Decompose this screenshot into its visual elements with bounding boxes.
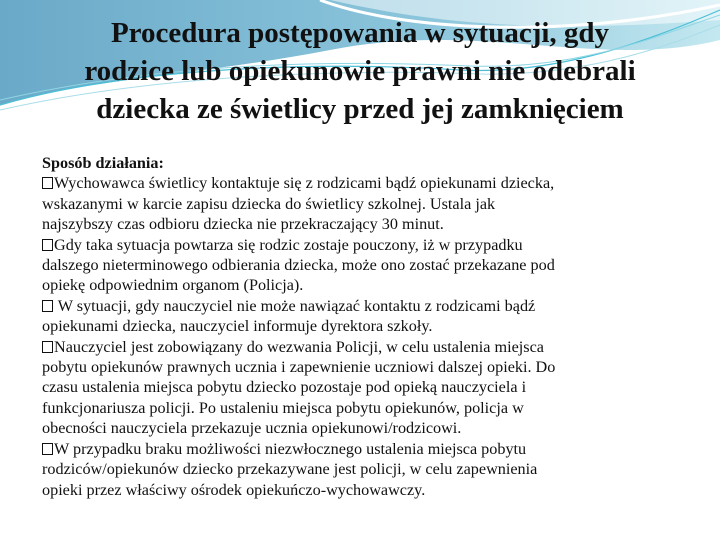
paragraph-line — [42, 357, 712, 377]
paragraph-line — [42, 173, 712, 193]
bullet-box-icon — [42, 239, 53, 251]
bullet-paragraph — [42, 235, 712, 296]
line-text: Wychowawca świetlicy kontaktuje się z rodzicami bądź opiekunami dziecka, — [54, 174, 555, 193]
line-text: W sytuacji, gdy nauczyciel nie może nawiązać kontaktu z rodzicami bądź — [54, 296, 536, 315]
paragraph-line — [42, 235, 712, 255]
paragraph-line — [42, 194, 712, 214]
paragraph-line — [42, 275, 712, 295]
slide-body — [42, 153, 712, 500]
section-heading: Sposób działania: — [42, 154, 164, 172]
paragraph-list — [42, 173, 712, 500]
line-text: dalszego nieterminowego odbierania dziecka, może ono zostać przekazane pod — [42, 256, 555, 275]
title-line: rodzice lub opiekunowie prawni nie odebrali — [84, 55, 636, 87]
bullet-paragraph — [42, 439, 712, 500]
paragraph-line — [42, 255, 712, 275]
paragraph-line — [42, 439, 712, 459]
paragraph-line — [42, 337, 712, 357]
bullet-paragraph — [42, 173, 712, 234]
line-text: opieki przez właściwy ośrodek opiekuńczo-wychowawczy. — [42, 480, 426, 499]
paragraph-line — [42, 398, 712, 418]
paragraph-line — [42, 459, 712, 479]
line-text: Gdy taka sytuacja powtarza się rodzic zostaje pouczony, iż w przypadku — [54, 235, 523, 254]
bullet-box-icon — [42, 341, 53, 353]
line-text: Nauczyciel jest zobowiązany do wezwania Policji, w celu ustalenia miejsca — [54, 337, 544, 356]
line-text: funkcjonariusza policji. Po ustaleniu miejsca pobytu opiekunów, policja w — [42, 398, 524, 417]
line-text: opiekunami dziecka, nauczyciel informuje dyrektora szkoły. — [42, 317, 433, 336]
bullet-box-icon — [42, 177, 53, 189]
bullet-paragraph — [42, 296, 712, 337]
paragraph-line — [42, 480, 712, 500]
line-text: rodziców/opiekunów dziecko przekazywane jest policji, w celu zapewnienia — [42, 460, 538, 479]
line-text: opiekę odpowiednim organom (Policja). — [42, 276, 304, 295]
line-text: najszybszy czas odbioru dziecka nie przekraczający 30 minut. — [42, 215, 444, 234]
line-text: wskazanymi w karcie zapisu dziecka do świetlicy szkolnej. Ustala jak — [42, 194, 496, 213]
paragraph-line — [42, 316, 712, 336]
paragraph-line — [42, 418, 712, 438]
paragraph-line — [42, 296, 712, 316]
paragraph-line — [42, 214, 712, 234]
line-text: czasu ustalenia miejsca pobytu dziecko pozostaje pod opieką nauczyciela i — [42, 378, 527, 397]
line-text: W przypadku braku możliwości niezwłocznego ustalenia miejsca pobytu — [54, 439, 527, 458]
line-text: obecności nauczyciela przekazuje ucznia opiekunowi/rodzicowi. — [42, 419, 462, 438]
bullet-box-icon — [42, 443, 53, 455]
title-line: Procedura postępowania w sytuacji, gdy — [110, 17, 610, 49]
slide-title — [0, 14, 720, 128]
line-text: pobytu opiekunów prawnych ucznia i zapewnienie uczniowi dalszej opieki. Do — [42, 358, 556, 377]
title-line: dziecka ze świetlicy przed jej zamknięciem — [96, 93, 624, 125]
paragraph-line — [42, 377, 712, 397]
bullet-box-icon — [42, 300, 53, 312]
bullet-paragraph — [42, 337, 712, 439]
